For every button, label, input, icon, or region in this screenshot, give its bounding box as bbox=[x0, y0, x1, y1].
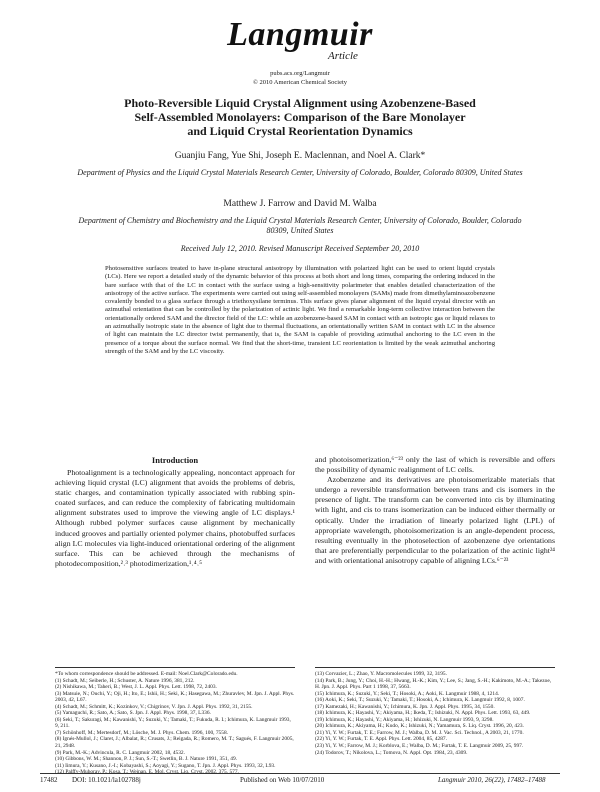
journal-url[interactable]: pubs.acs.org/Langmuir bbox=[270, 70, 330, 77]
journal-citation: Langmuir 2010, 26(22), 17482–17488 bbox=[438, 776, 546, 784]
reference-item: (11) Iimura, Y.; Kusano, J.-I.; Kobayashi, S.; Aoyagi, Y.; Sugano, T. Jpn. J. Appl. Phys. 1993, 32, L93. bbox=[55, 762, 276, 769]
intro-paragraph: and photoisomerization,⁶⁻²³ only the last of which is reversible and offers the possibility of dynamic realignment of LC cells. bbox=[315, 455, 555, 475]
copyright: © 2010 American Chemical Society bbox=[252, 79, 348, 86]
reference-item: (1) Schadt, M.; Seiberle, H.; Schuster, A. Nature 1996, 381, 212. bbox=[55, 677, 195, 684]
reference-item: (9) Park, M.-K.; Advincula, R. C. Langmuir 2002, 18, 4532. bbox=[55, 749, 185, 756]
title-line: Photo-Reversible Liquid Crystal Alignment using Azobenzene-Based bbox=[124, 96, 476, 110]
footer-divider bbox=[40, 773, 560, 774]
reference-item: (15) Ichimura, K.; Suzuki, Y.; Seki, T.; Hosoki, A.; Aoki, K. Langmuir 1988, 4, 1214. bbox=[315, 690, 500, 697]
doi[interactable]: DOI: 10.1021/la102788j bbox=[72, 776, 141, 784]
reference-item: (20) Ichimura, K.; Akiyama, H.; Kudo, K.; Ishizuki, N.; Yamamura, S. Liq. Cryst. 1996, 20, 423. bbox=[315, 723, 524, 730]
journal-article-label: Article bbox=[328, 50, 358, 62]
reference-item: (12) Palffy-Muhoray, P.; Kosa, T.; Weinan, E. Mol. Cryst. Liq. Cryst. 2002, 375, 577. bbox=[55, 769, 239, 776]
journal-logo bbox=[0, 16, 600, 62]
article-title bbox=[80, 96, 520, 138]
reference-item: *To whom correspondence should be addressed. E-mail: Noel.Clark@Colorado.edu. bbox=[55, 671, 238, 677]
reference-item: (22) Yi, Y. W.; Furtak, T. E. Appl. Phys. Lett. 2004, 85, 4287. bbox=[315, 736, 447, 743]
footnote-divider bbox=[55, 667, 295, 668]
reference-item: (6) Seki, T.; Sakuragi, M.; Kawanishi, Y.; Suzuki, Y.; Tamaki, T.; Fukuda, R. I.; Ichimura, K. Langmuir 1993, 9, 211. bbox=[55, 716, 291, 730]
reference-item: (2) Nishikawa, M.; Taheri, B.; West, J. L. Appl. Phys. Lett. 1998, 72, 2403. bbox=[55, 684, 217, 691]
author-list-1: Guanjiu Fang, Yue Shi, Joseph E. Maclennan, and Noel A. Clark* bbox=[174, 151, 426, 161]
reference-item: (5) Yamaguchi, R.; Sato, A.; Sato, S. Jpn. J. Appl. Phys. 1998, 37, L336. bbox=[55, 710, 211, 717]
references-left bbox=[55, 671, 295, 776]
reference-item: (4) Schadt, M.; Schmitt, K.; Kozinkov, V.; Chigrinov, V. Jpn. J. Appl. Phys. 1992, 31, 2155. bbox=[55, 703, 253, 710]
journal-title: Langmuir bbox=[227, 16, 373, 53]
reference-item: (7) Schönhoff, M.; Mertesdorf, M.; Lösche, M. J. Phys. Chem. 1996, 100, 7558. bbox=[55, 729, 228, 736]
reference-item: (14) Park, B.; Jung, Y.; Choi, H.-H.; Hwang, H.-K.; Kim, Y.; Lee, S.; Jang, S.-H.; Kakimoto, M.-A.; Takezoe, H. Jpn. J. Appl. Phys. Part 1 1998, 37, 5663. bbox=[315, 677, 552, 691]
published-date: Published on Web 10/07/2010 bbox=[240, 776, 325, 784]
affiliation-2: Department of Chemistry and Biochemistry and the Liquid Crystal Materials Research Center, University of Colorado, Boulder, Colorado 80309, United States bbox=[78, 216, 522, 235]
reference-item: (16) Aoki, K.; Seki, T.; Suzuki, Y.; Tamaki, T.; Hosoki, A.; Ichimura, K. Langmuir 1992, 8, 1007. bbox=[315, 697, 525, 704]
intro-paragraph-left: Photoalignment is a technologically appealing, noncontact approach for achieving liquid crystal (LC) alignment that avoids the problems of debris, static charges, and contamination typically associated with rubbing spin-coated surfaces, and can reduce the complexity of fabricating multidomain alignment substrates used to improve the viewing angle of LC displays.¹ Although rubbed polymer surfaces cause alignment by mechanically induced grooves and partially oriented polymer chains, photobuffed surfaces align LC molecules via light-induced orientational ordering of the alignment surface. This can be achieved through the mechanisms of photodecomposition,²˒³ photodimerization,¹˒⁴˒⁵ bbox=[55, 468, 295, 568]
reference-item: (8) Ignés-Mullol, J.; Claret, J.; Albalat, R.; Crusats, J.; Reigada, R.; Romero, M. T.; Sagués, F. Langmuir 2005, 21, 2948. bbox=[55, 736, 294, 750]
received-dates: Received July 12, 2010. Revised Manuscript Received September 20, 2010 bbox=[180, 244, 420, 253]
reference-item: (24) Todorov, T.; Nikolova, L.; Tomova, N. Appl. Opt. 1984, 23, 4309. bbox=[315, 749, 468, 756]
reference-item: (23) Yi, Y. W.; Farrow, M. J.; Korblova, E.; Walba, D. M.; Furtak, T. E. Langmuir 2009, 25, 997. bbox=[315, 743, 524, 750]
title-line: and Liquid Crystal Reorientation Dynamics bbox=[187, 124, 413, 138]
reference-item: (21) Yi, Y. W.; Furtak, T. E.; Farrow, M. J.; Walba, D. M. J. Vac. Sci. Technol., A 2003, 21, 1770. bbox=[315, 729, 524, 736]
reference-item: (10) Gibbons, W. M.; Shannon, P. J.; Sun, S.-T.; Swetlin, B. J. Nature 1991, 351, 49. bbox=[55, 756, 237, 763]
reference-item: (17) Kamezaki, H.; Kawanishi, Y.; Ichimura, K. Jpn. J. Appl. Phys. 1995, 34, 1550. bbox=[315, 703, 495, 710]
title-line: Self-Assembled Monolayers: Comparison of the Bare Monolayer bbox=[134, 110, 466, 124]
reference-item: (3) Matsuie, N.; Ouchi, Y.; Oji, H.; Ito, E.; Ishii, H.; Seki, K.; Hasegawa, M.; Zhuravlev, M. Jpn. J. Appl. Phys. 2003, 42, L67. bbox=[55, 690, 295, 704]
affiliation-1: Department of Physics and the Liquid Crystal Materials Research Center, University of Colorado, Boulder, Colorado 80309, United States bbox=[77, 168, 523, 177]
author-list-2: Matthew J. Farrow and David M. Walba bbox=[223, 199, 377, 209]
reference-item: (19) Ichimura, K.; Hayashi, Y.; Akiyama, H.; Ishizuki, N. Langmuir 1993, 9, 3298. bbox=[315, 716, 494, 723]
section-heading-introduction: Introduction bbox=[151, 455, 199, 465]
intro-column-right bbox=[315, 455, 555, 566]
footnote-divider bbox=[315, 667, 555, 668]
abstract: Photosensitive surfaces treated to have in-plane structural anisotropy by illumination with polarized light can be used to orient liquid crystals (LCs). Here we report a detailed study of the dynamic behavior of this process at both short and long times, comparing the ordering induced in the bare surface with that of the LC in contact with the surface using a high-sensitivity polarimeter that enables detailed characterization of the anisotropy of the active surface. The experiments were carried out using self-assembled monolayers (SAMs) made from dimethylaminoazobenzene covalently bonded to a glass surface through a triethoxysilane terminus. This surface gives planar alignment of the liquid crystal director with an azimuthal orientation that can be controlled by the polarization of actinic light. We find a remarkable long-term collective interaction between the orientationally ordered SAM and the director field of the LC: while an azobenzene-based SAM in contact with an isotropic gas or liquid relaxes to an azimuthally isotropic state in the absence of light due to thermal fluctuations, an orientationally written SAM in contact with LC in the absence of light can maintain the LC director twist permanently, that is, the SAM is capable of providing azimuthal anchoring to the LC even in the presence of a torque about the surface normal. We find that the short-time, transient LC reorientation is limited by the weak azimuthal anchoring strength of the SAM and by the LC viscosity. bbox=[105, 265, 495, 355]
intro-paragraph: Azobenzene and its derivatives are photoisomerizable materials that undergo a reversible transformation between trans and cis isomers in the presence of light. The transform can be converted into cis by illuminating with light, and cis to trans isomerization can be induced either thermally or optically. Under the irradiation of linearly polarized light (LPL) of appropriate wavelength, photoisomerization is an angle-dependent process, resulting eventually in the photoselection of azobenzene dye orientations that are preferentially perpendicular to the polarization of the actinic light²⁴ and with orientational anisotropy capable of aligning LCs.⁶⁻²³ bbox=[315, 475, 555, 565]
reference-item: (18) Ichimura, K.; Hayashi, Y.; Akiyama, H.; Ikeda, T.; Ishizuki, N. Appl. Phys. Lett. 1993, 63, 449. bbox=[315, 710, 531, 717]
reference-item: (13) Corvazier, L.; Zhao, Y. Macromolecules 1999, 32, 3195. bbox=[315, 671, 447, 677]
references-right bbox=[315, 671, 555, 756]
page-number: 17482 bbox=[40, 776, 58, 784]
